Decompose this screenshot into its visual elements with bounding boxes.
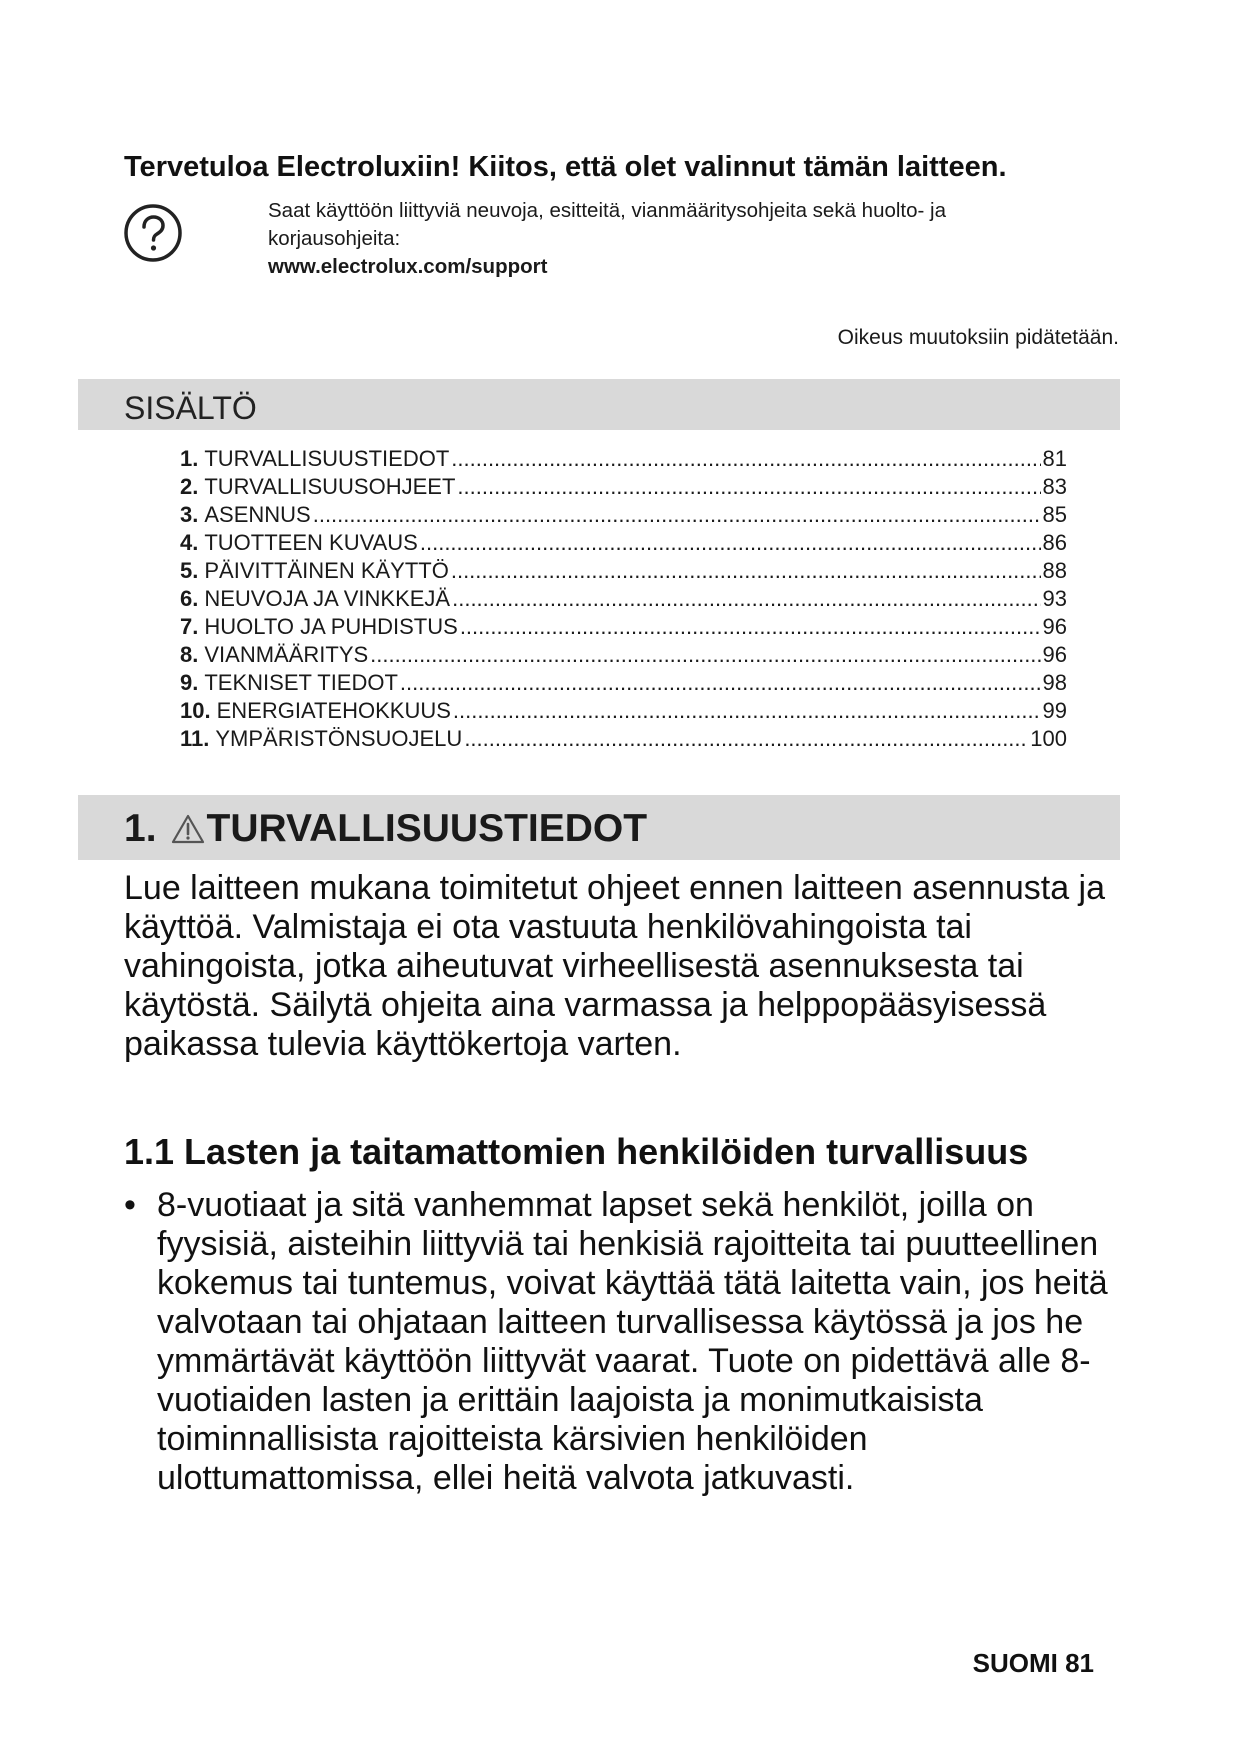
toc-item-label: TEKNISET TIEDOT — [204, 670, 398, 695]
toc-item-page: 96 — [1042, 642, 1067, 667]
rights-notice: Oikeus muutoksiin pidätetään. — [837, 326, 1119, 349]
question-circle-icon — [123, 203, 183, 263]
toc-dot-leader — [420, 530, 1041, 556]
toc-dot-leader — [313, 502, 1041, 528]
support-info — [268, 197, 1028, 281]
toc-item[interactable] — [180, 698, 1067, 726]
toc-dot-leader — [457, 474, 1040, 500]
toc-title: SISÄLTÖ — [124, 390, 257, 426]
toc-item-page: 93 — [1042, 586, 1067, 611]
toc-item[interactable] — [180, 502, 1067, 530]
toc-item-label: TUOTTEEN KUVAUS — [204, 530, 418, 555]
toc-item[interactable] — [180, 446, 1067, 474]
section-title-text: TURVALLISUUSTIEDOT — [206, 807, 648, 850]
subsection-title: 1.1 Lasten ja taitamattomien henkilöiden turvallisuus — [124, 1131, 1029, 1172]
toc-item-label: ASENNUS — [204, 502, 311, 527]
toc-dot-leader — [460, 614, 1041, 640]
toc-item[interactable] — [180, 558, 1067, 586]
toc-dot-leader — [453, 698, 1041, 724]
toc-item-number: 2. — [180, 474, 199, 499]
toc-item-number: 10. — [180, 698, 211, 723]
toc-item-label: ENERGIATEHOKKUUS — [216, 698, 451, 723]
toc-item-number: 1. — [180, 446, 199, 471]
toc-item[interactable] — [180, 530, 1067, 558]
toc-dot-leader — [400, 670, 1041, 696]
toc-item-page: 96 — [1042, 614, 1067, 639]
toc-item-label: TURVALLISUUSTIEDOT — [204, 446, 450, 471]
intro-paragraph: Lue laitteen mukana toimitetut ohjeet ennen laitteen asennusta ja käyttöä. Valmistaja ei ota vastuuta henkilövahingoista tai vahingoista, jotka aiheutuvat virheellisestä asennuksesta tai käytöstä. Säilytä ohjeita aina varmassa ja helppopääsyisessä paikassa tulevia käyttökertoja varten. — [124, 869, 1106, 1063]
page-footer: SUOMI 81 — [972, 1648, 1094, 1678]
toc-item-label: NEUVOJA JA VINKKEJÄ — [204, 586, 451, 611]
toc-dot-leader — [451, 446, 1040, 472]
list-item — [124, 1186, 1124, 1498]
toc-item[interactable] — [180, 586, 1067, 614]
toc-item-page: 85 — [1042, 502, 1067, 527]
section-title — [124, 807, 647, 851]
toc-item-page: 81 — [1042, 446, 1067, 471]
toc-item[interactable] — [180, 474, 1067, 502]
section-number: 1. — [124, 807, 157, 850]
toc-dot-leader — [370, 642, 1040, 668]
toc-item-page: 88 — [1042, 558, 1067, 583]
toc-dot-leader — [464, 726, 1028, 752]
toc-item[interactable] — [180, 726, 1067, 754]
support-text: Saat käyttöön liittyviä neuvoja, esitteitä, vianmääritysohjeita sekä huolto- ja korjausohjeita: — [268, 199, 947, 250]
toc-item-label: PÄIVITTÄINEN KÄYTTÖ — [204, 558, 449, 583]
toc-item-number: 6. — [180, 586, 199, 611]
toc-item-label: VIANMÄÄRITYS — [204, 642, 369, 667]
welcome-heading: Tervetuloa Electroluxiin! Kiitos, että olet valinnut tämän laitteen. — [124, 151, 1007, 183]
toc-item-number: 9. — [180, 670, 199, 695]
toc-item-page: 83 — [1042, 474, 1067, 499]
toc-item-page: 98 — [1042, 670, 1067, 695]
toc-item[interactable] — [180, 614, 1067, 642]
support-url-link[interactable]: www.electrolux.com/support — [268, 255, 548, 278]
table-of-contents — [180, 446, 1067, 754]
toc-dot-leader — [451, 558, 1041, 584]
toc-dot-leader — [452, 586, 1040, 612]
toc-item-number: 11. — [180, 726, 210, 751]
warning-triangle-icon — [171, 814, 205, 844]
bullet-text: 8-vuotiaat ja sitä vanhemmat lapset sekä henkilöt, joilla on fyysisiä, aisteihin liittyviä tai henkisiä rajoitteita tai puutteellinen kokemus tai tuntemus, voivat käyttää tätä laitetta vain, jos heitä valvotaan tai ohjataan laitteen turvallisessa käytössä ja jos he ymmärtävät käyttöön liittyvät vaarat. Tuote on pidettävä alle 8-vuotiaiden lasten ja erittäin laajoista ja monimutkaisista toiminnallisista rajoitteista kärsivien henkilöiden ulottumattomissa, ellei heitä valvota jatkuvasti. — [157, 1186, 1108, 1497]
toc-item-page: 86 — [1042, 530, 1067, 555]
toc-item[interactable] — [180, 670, 1067, 698]
toc-item-number: 8. — [180, 642, 199, 667]
bullet-symbol: • — [124, 1186, 136, 1224]
toc-item-number: 5. — [180, 558, 199, 583]
toc-item-number: 7. — [180, 614, 199, 639]
toc-item-number: 3. — [180, 502, 199, 527]
toc-item[interactable] — [180, 642, 1067, 670]
toc-item-page: 100 — [1030, 726, 1067, 751]
toc-item-label: YMPÄRISTÖNSUOJELU — [215, 726, 463, 751]
toc-item-label: HUOLTO JA PUHDISTUS — [204, 614, 458, 639]
toc-item-number: 4. — [180, 530, 199, 555]
toc-item-label: TURVALLISUUSOHJEET — [204, 474, 456, 499]
toc-item-page: 99 — [1042, 698, 1067, 723]
